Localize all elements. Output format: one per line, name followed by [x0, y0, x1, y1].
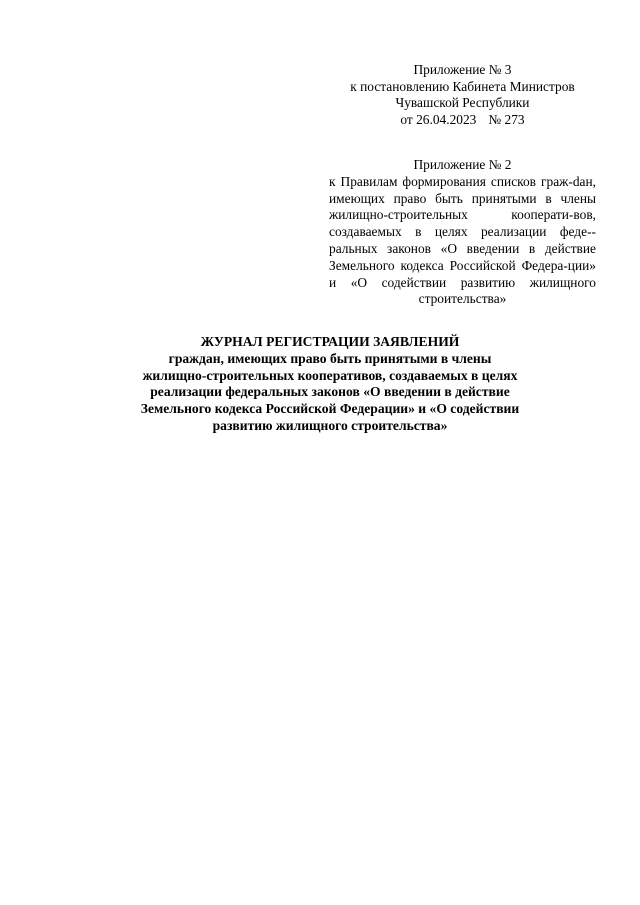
journal-subtitle-line: развитию жилищного строительства»: [212, 417, 448, 433]
decree-date: от 26.04.2023: [400, 111, 477, 127]
decree-annex-number: Приложение № 3: [413, 62, 512, 77]
rules-annex-block: [329, 157, 596, 308]
decree-annex-reference: к постановлению Кабинета Министров: [350, 78, 575, 94]
journal-subtitle: [100, 351, 560, 435]
rules-annex-text-content: к Правилам формирования списков граж-dан, имеющих право быть принятыми в члены жилищно-строительных кооперати-вов, создаваемых в целях реализации феде-ральных законов «О введении в действие Земельного кодекса Российской Федера-ции» и «О содействии развитию жилищного строительства»: [329, 173, 596, 307]
journal-title: ЖУРНАЛ РЕГИСТРАЦИИ ЗАЯВЛЕНИЙ: [200, 334, 460, 349]
rules-annex-text: [329, 174, 596, 308]
journal-subtitle-line: жилищно-строительных кооперативов, создаваемых в целях: [142, 367, 518, 383]
journal-subtitle-line: граждан, имеющих право быть принятыми в члены: [168, 350, 492, 366]
journal-subtitle-line: реализации федеральных законов «О введении в действие: [150, 384, 510, 400]
journal-heading: [100, 334, 560, 435]
decree-annex-republic: Чувашской Республики: [395, 95, 530, 110]
decree-number: № 273: [488, 111, 525, 127]
decree-annex-block: [330, 62, 595, 128]
rules-annex-number: Приложение № 2: [413, 157, 512, 172]
decree-annex-date-number: [330, 112, 595, 129]
journal-subtitle-line: Земельного кодекса Российской Федерации» и «О содействии: [140, 401, 520, 417]
